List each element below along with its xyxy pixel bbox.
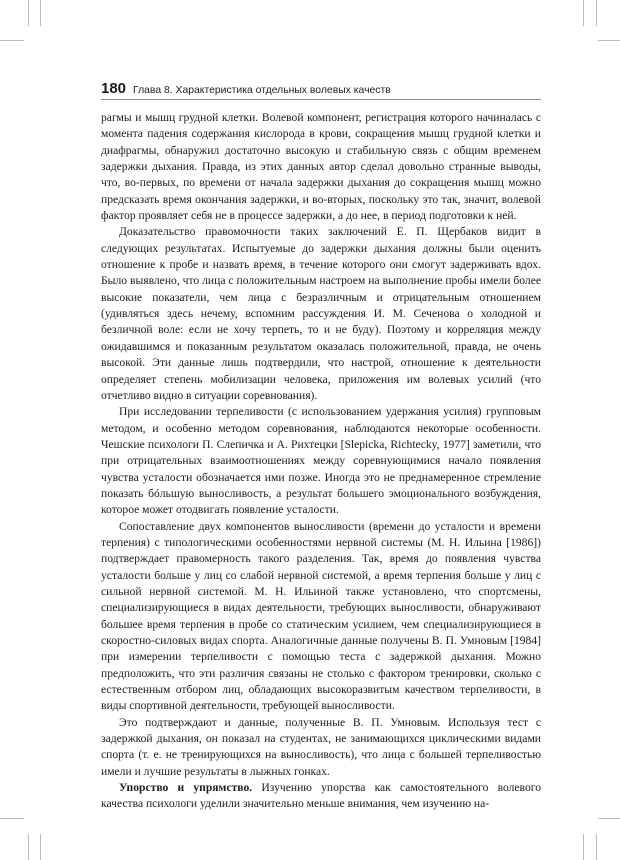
- crop-mark-top-right-inner: [596, 0, 597, 26]
- section-run-in-heading: Упорство и упрямство.: [119, 781, 253, 795]
- page-header: [101, 80, 541, 97]
- crop-mark-left-upper: [0, 40, 24, 41]
- crop-mark-right-lower: [598, 818, 620, 819]
- header-rule: [101, 99, 541, 100]
- body-text: [101, 110, 541, 813]
- crop-mark-bottom-right: [583, 834, 584, 860]
- paragraph-text: Это подтверждают и данные, полученные В. П. Умновым. Используя тест с задержкой дыхания, он показал на студентах, не занимающихся циклическими видами спорта (т. е. не тренирующихся на выносливость), что лица с большей терпеливостью имели и лучшие результаты в лыжных гонках.: [101, 715, 541, 778]
- crop-mark-left-lower: [0, 818, 24, 819]
- crop-mark-top-left: [28, 0, 29, 26]
- paragraph: [101, 110, 541, 224]
- paragraph-text: При исследовании терпеливости (с использованием удержания усилия) групповым методом, и особенно методом соревнования, наблюдаются некоторые особенности. Чешские психологи П. Слепичка и А. Рихтецки [Slepicka, Richtecky, 1977] заметили, что при отрицательных взаимоотношениях между соревнующимися начало появления чувства усталости обозначается ими позже. Иногда это не преднамеренное стремление показать бóльшую выносливость, а результат большего эмоционального возбуждения, которое может отодвигать появление усталости.: [101, 405, 541, 517]
- paragraph: [101, 404, 541, 518]
- crop-mark-bottom-left-inner: [40, 834, 41, 860]
- paragraph: [101, 519, 541, 715]
- crop-mark-bottom-left: [28, 834, 29, 860]
- paragraph: [101, 224, 541, 404]
- paragraph-text: Изучению упорства как самостоятельного волевого качества психологи уделили значительно меньше внимания, чем изучению на-: [101, 781, 542, 811]
- paragraph-text: Сопоставление двух компонентов выносливости (времени до усталости и времени терпения) с типологическими особенностями нервной системы (М. Н. Ильина [1986]) подтверждает правомерность такого разделения. Так, время до появления чувства усталости больше у лиц со слабой нервной системой, а время терпения больше у лиц с сильной нервной системой. М. Н. Ильиной также установлено, что спортсмены, специализирующиеся в видах деятельности, требующих выносливости, обнаруживают большее время терпения в пробе со статическим усилием, чем специализирующиеся в скоростно-силовых видах спорта. Аналогичные данные получены В. П. Умновым [1984] при измерении терпеливости с помощью теста с задержкой дыхания. Можно предположить, что эти различия связаны не столько с фактором тренировки, сколько с естественным отбором лиц, обладающих высокоразвитым качеством терпеливости, в виды спортивной деятельности, требующей выносливости.: [101, 519, 541, 713]
- paragraph-text: Доказательство правомочности таких заключений Е. П. Щербаков видит в следующих результатах. Испытуемые до задержки дыхания должны были оценить отношение к пробе и назвать время, в течение которого они смогут задерживать вдох. Было выявлено, что лица с положительным настроем на выполнение пробы имели более высокие показатели, чем лица с безразличным и отрицательным отношением (удивляться здесь нечему, вспомним рассуждения И. М. Сеченова о холодной и безличной воле: если не хочу терпеть, то и не буду). Поэтому и корреляция между ожидавшимся и показанным результатом оказалась положительной, правда, не очень высокой. Эти данные лишь подтвердили, что настрой, отношение к деятельности определяет степень мобилизации человека, приложения им волевых усилий (что отчетливо видно в ситуации соревнования).: [101, 225, 541, 402]
- crop-mark-right-upper: [598, 40, 620, 41]
- crop-mark-bottom-right-inner: [596, 834, 597, 860]
- running-head: Глава 8. Характеристика отдельных волевых качеств: [133, 85, 391, 96]
- paragraph-text: рагмы и мышц грудной клетки. Волевой компонент, регистрация которого начиналась с момента падения содержания кислорода в крови, сокращения мышц грудной клетки и диафрагмы, обнаружил достаточно высокую и стабильную связь с общим временем задержки дыхания. Правда, из этих данных автор сделал довольно странные выводы, что, во-первых, по времени от начала задержки дыхания до сокращения мышц можно предсказать время окончания задержки, и во-вторых, поскольку это так, значит, волевой фактор проявляет себя не в процессе задержки, а до нее, в период подготовки к ней.: [101, 111, 541, 223]
- paragraph: [101, 715, 541, 780]
- crop-mark-top-right: [583, 0, 584, 26]
- crop-mark-top-left-inner: [40, 0, 41, 26]
- page-number: 180: [101, 80, 127, 97]
- paragraph: [101, 780, 541, 813]
